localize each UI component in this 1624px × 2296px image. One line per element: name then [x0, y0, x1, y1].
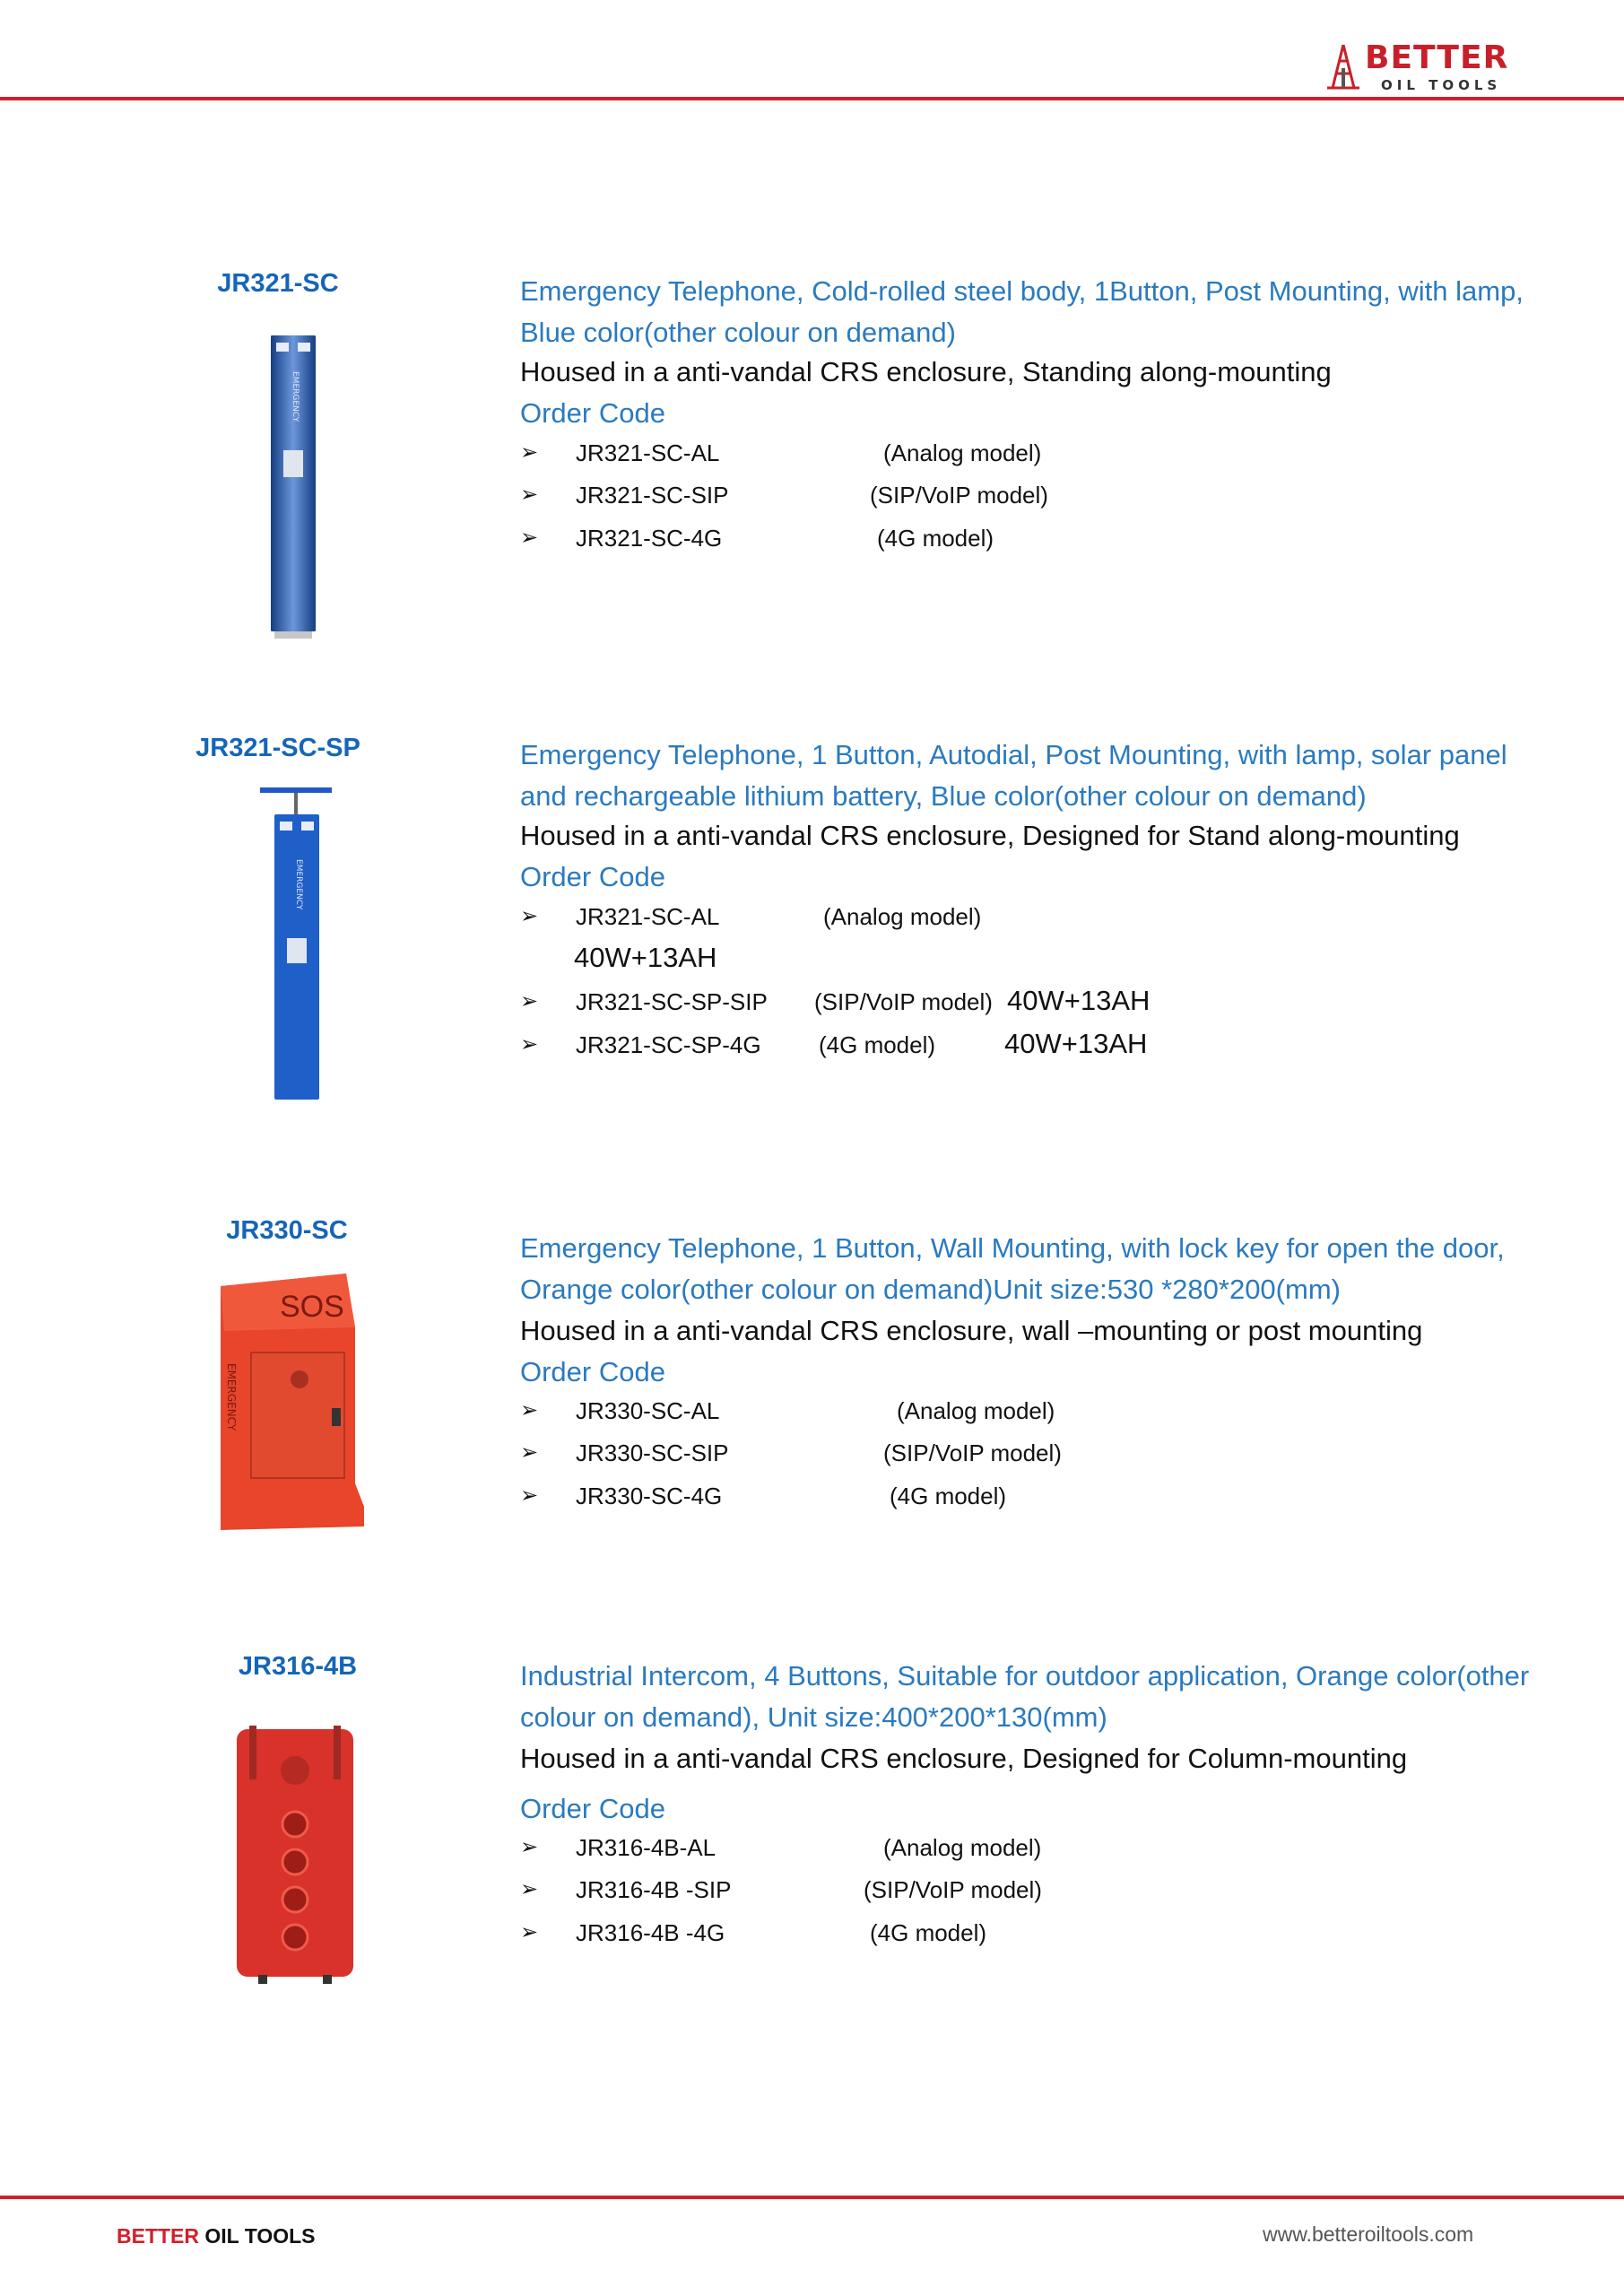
order-type: (SIP/VoIP model) [883, 1439, 1062, 1466]
order-type: (Analog model) [883, 439, 1042, 466]
power-capacity: 40W+13AH [1007, 985, 1151, 1016]
arrow-bullet-icon: ➢ [520, 526, 539, 550]
product-description: Industrial Intercom, 4 Buttons, Suitable for outdoor application, Orange color(other colour on demand), Unit size:400*200*130(mm) [520, 1660, 1530, 1733]
order-type: (Analog model) [897, 1397, 1055, 1424]
product-image-jr321-sc-sp [255, 787, 337, 1101]
footer-brand [117, 2224, 316, 2248]
power-capacity: 40W+13AH [1004, 1028, 1148, 1059]
arrow-bullet-icon: ➢ [520, 440, 539, 465]
arrow-bullet-icon: ➢ [520, 989, 539, 1013]
footer-brand-rest: OIL TOOLS [199, 2224, 316, 2248]
derrick-icon [1325, 41, 1361, 90]
power-capacity: 40W+13AH [574, 942, 717, 973]
order-code: JR321-SC-SIP [576, 482, 729, 509]
footer-brand-red: BETTER [117, 2224, 199, 2248]
order-type: (SIP/VoIP model) [864, 1876, 1042, 1903]
product-description: Emergency Telephone, Cold-rolled steel body, 1Button, Post Mounting, with lamp, Blue color(other colour on demand) [520, 275, 1524, 348]
order-code: JR330-SC-AL [576, 1397, 720, 1424]
product-image-jr316-4b [233, 1726, 357, 1986]
order-type: (SIP/VoIP model) [814, 988, 993, 1015]
arrow-bullet-icon: ➢ [520, 904, 539, 928]
svg-text:EMERGENCY: EMERGENCY [294, 859, 303, 910]
product-description: Emergency Telephone, 1 Button, Wall Mounting, with lock key for open the door, Orange color(other colour on demand)Unit size:530 *280*200(mm) [520, 1232, 1505, 1305]
order-type: (Analog model) [823, 903, 982, 930]
order-code-label: Order Code [520, 1793, 665, 1824]
order-code: JR321-SC-SP-4G [576, 1031, 761, 1058]
order-code: JR321-SC-4G [576, 525, 723, 552]
order-code: JR316-4B -4G [576, 1919, 725, 1946]
product-housing: Housed in a anti-vandal CRS enclosure, Designed for Stand along-mounting [520, 820, 1460, 851]
product-housing: Housed in a anti-vandal CRS enclosure, Standing along-mounting [520, 356, 1332, 387]
arrow-bullet-icon: ➢ [520, 1877, 539, 1901]
product-housing: Housed in a anti-vandal CRS enclosure, wall –mounting or post mounting [520, 1315, 1423, 1346]
order-type: (4G model) [870, 1919, 987, 1946]
logo-text-oil-tools: OIL TOOLS [1381, 77, 1502, 93]
order-type: (4G model) [819, 1031, 936, 1058]
arrow-bullet-icon: ➢ [520, 1440, 539, 1465]
footer-url[interactable]: www.betteroiltools.com [1263, 2222, 1474, 2246]
model-name: JR321-SC-SP [195, 734, 360, 762]
product-housing: Housed in a anti-vandal CRS enclosure, Designed for Column-mounting [520, 1743, 1408, 1774]
logo-text-better: BETTER [1365, 39, 1509, 76]
arrow-bullet-icon: ➢ [520, 483, 539, 507]
order-code: JR316-4B -SIP [576, 1876, 732, 1903]
svg-text:EMERGENCY: EMERGENCY [225, 1363, 238, 1431]
arrow-bullet-icon: ➢ [520, 1398, 539, 1422]
arrow-bullet-icon: ➢ [520, 1483, 539, 1508]
order-type: (4G model) [877, 525, 994, 552]
brand-logo [1325, 36, 1523, 95]
order-type: (SIP/VoIP model) [870, 482, 1048, 509]
svg-text:EMERGENCY: EMERGENCY [291, 371, 300, 422]
order-code: JR321-SC-SP-SIP [576, 988, 768, 1015]
arrow-bullet-icon: ➢ [520, 1920, 539, 1944]
arrow-bullet-icon: ➢ [520, 1032, 539, 1057]
order-type: (Analog model) [883, 1834, 1042, 1861]
product-description: Emergency Telephone, 1 Button, Autodial, Post Mounting, with lamp, solar panel and rechargeable lithium battery, Blue color(other colour on demand) [520, 739, 1507, 812]
order-code: JR330-SC-4G [576, 1483, 723, 1509]
arrow-bullet-icon: ➢ [520, 1835, 539, 1859]
model-name: JR330-SC [226, 1216, 348, 1245]
order-type: (4G model) [890, 1483, 1007, 1509]
order-code: JR321-SC-AL [576, 903, 720, 930]
footer-rule [0, 2196, 1624, 2199]
order-code: JR321-SC-AL [576, 439, 720, 466]
model-name: JR316-4B [238, 1652, 358, 1681]
product-image-jr330-sc [212, 1274, 366, 1535]
order-code-label: Order Code [520, 1356, 665, 1387]
sos-label: SOS [280, 1290, 344, 1324]
order-code-label: Order Code [520, 861, 665, 892]
product-image-jr321-sc [265, 335, 321, 639]
order-code: JR316-4B-AL [576, 1834, 716, 1861]
order-code-label: Order Code [520, 397, 665, 429]
model-name: JR321-SC [217, 269, 339, 298]
header-rule [0, 97, 1624, 100]
order-code: JR330-SC-SIP [576, 1439, 729, 1466]
